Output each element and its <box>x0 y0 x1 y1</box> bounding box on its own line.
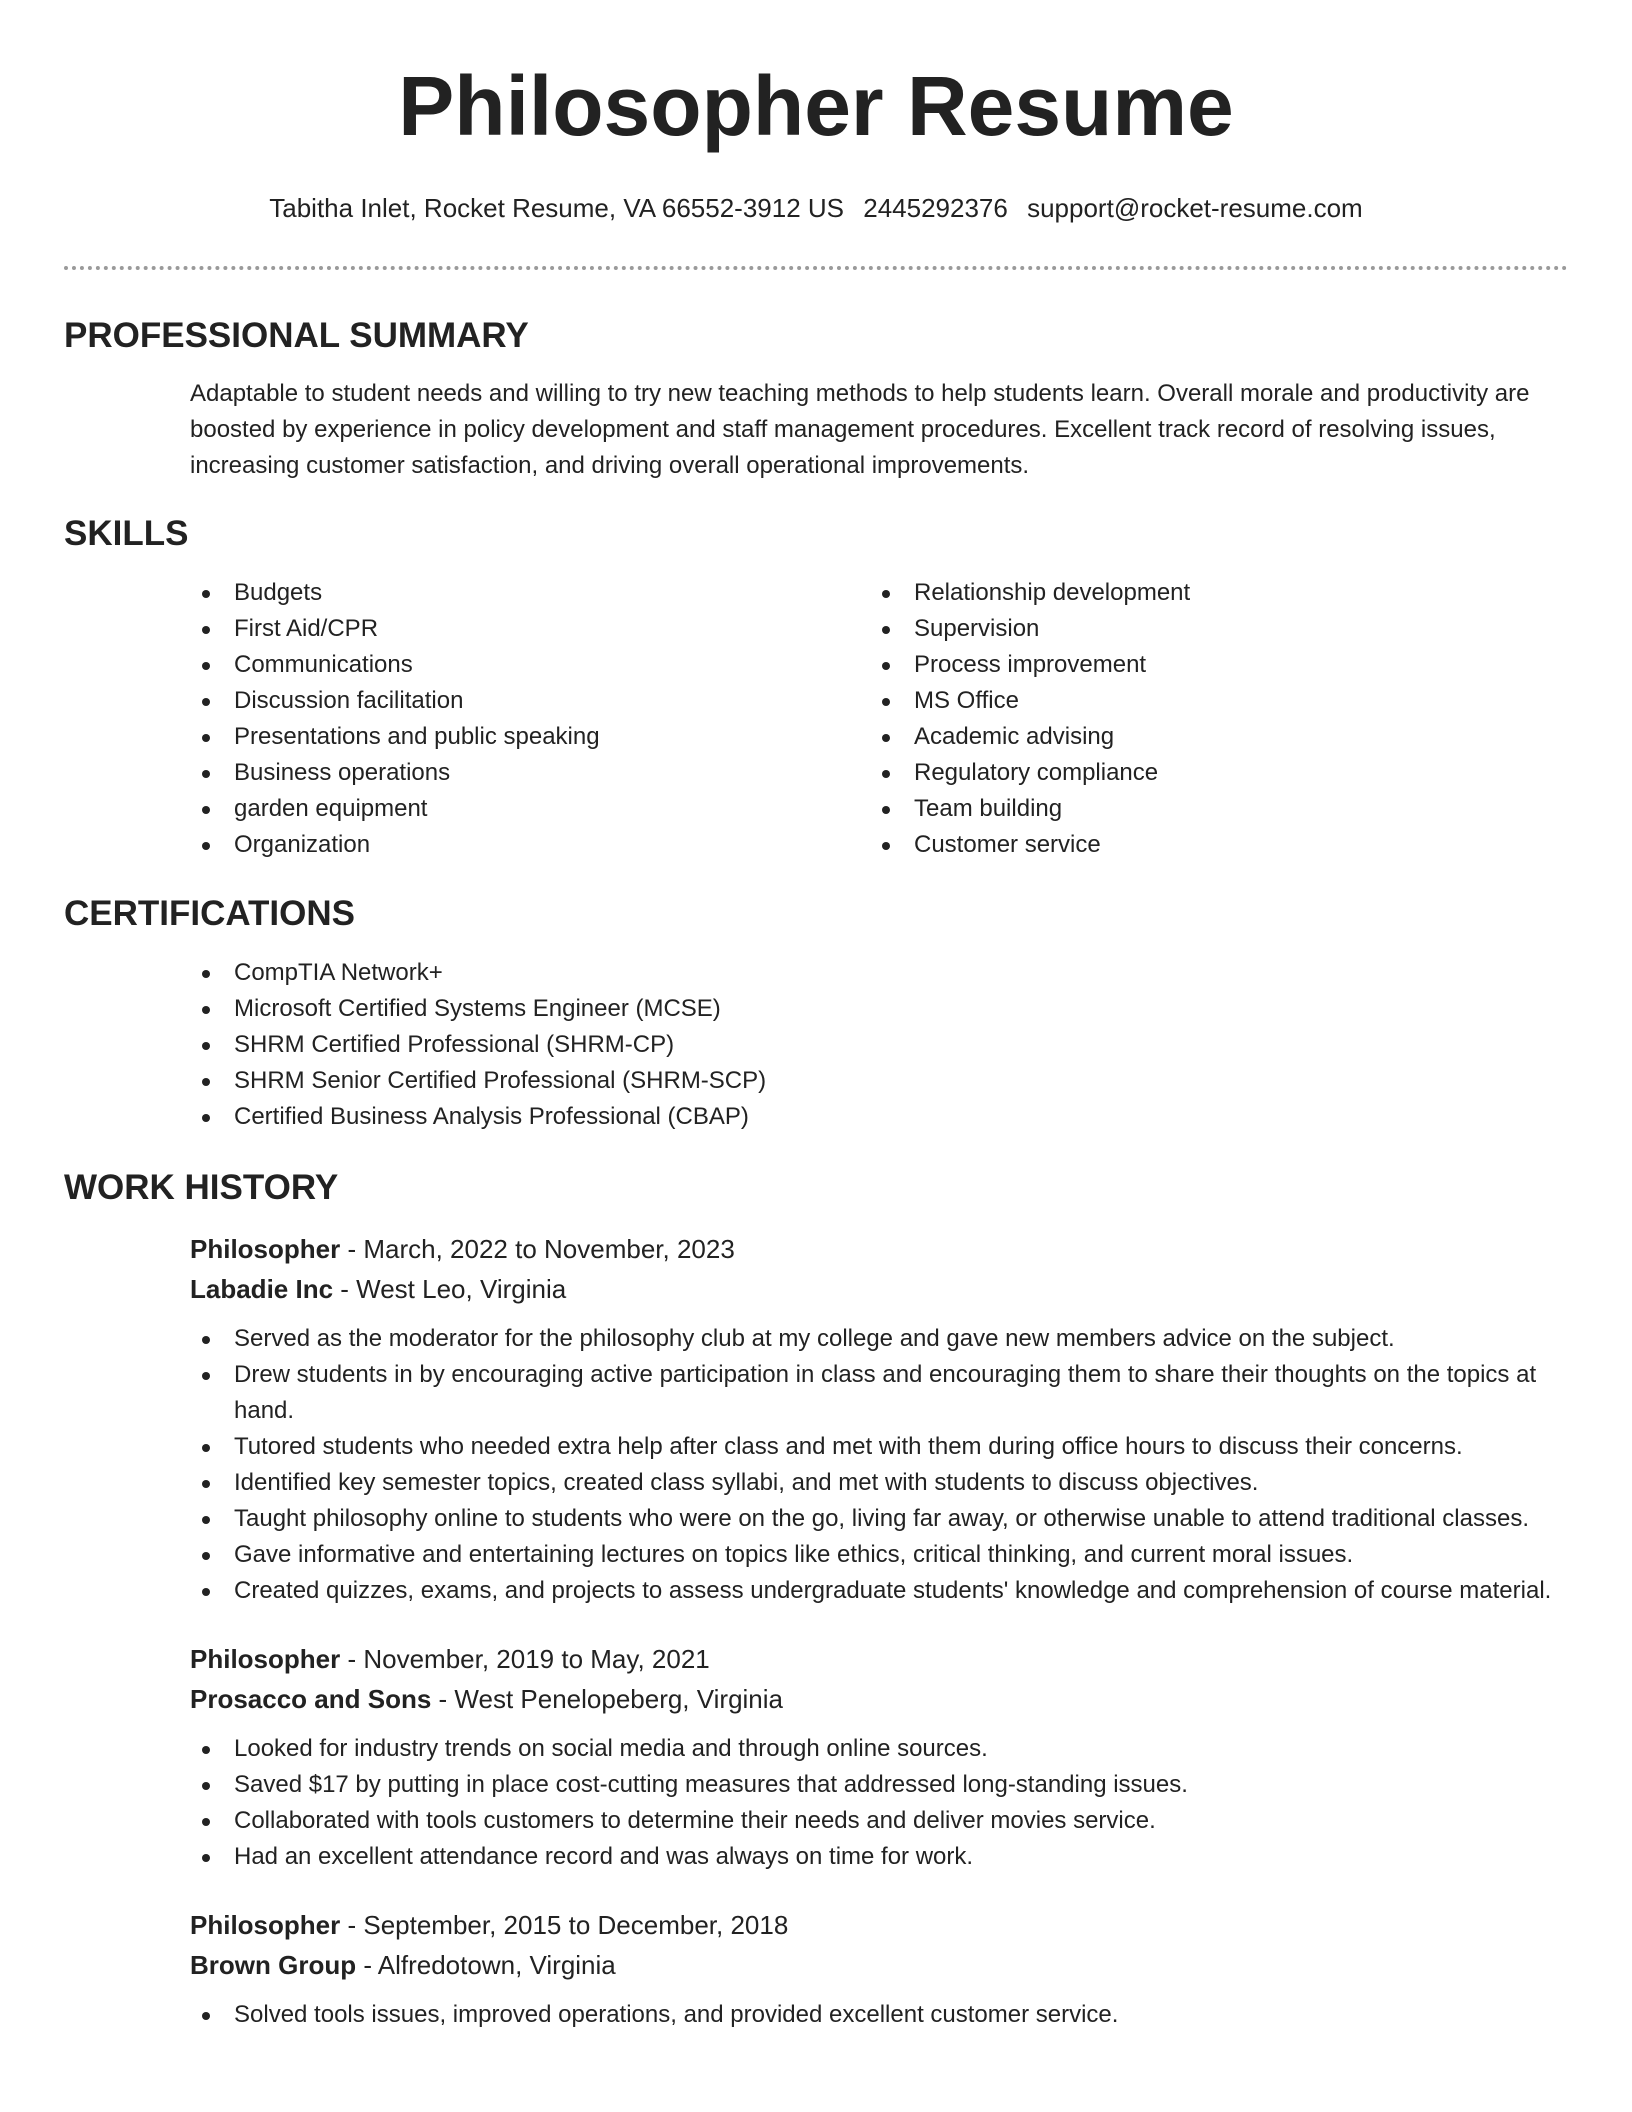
job-entry <box>190 1905 1568 2033</box>
skills-right-column <box>870 575 1550 863</box>
job-title: Philosopher <box>190 1910 341 1940</box>
work-history-heading: WORK HISTORY <box>64 1168 339 1207</box>
job-company: Brown Group <box>190 1950 357 1980</box>
job-location: - West Penelopeberg, Virginia <box>431 1684 783 1714</box>
skill-item: Relationship development <box>870 575 1550 611</box>
job-company: Labadie Inc <box>190 1274 334 1304</box>
contact-phone: 2445292376 <box>863 193 1008 223</box>
skill-item: Team building <box>870 791 1550 827</box>
skill-item: Organization <box>190 827 870 863</box>
skill-item: Discussion facilitation <box>190 683 870 719</box>
skill-item: Customer service <box>870 827 1550 863</box>
job-bullet: Identified key semester topics, created class syllabi, and met with students to discuss objectives. <box>190 1465 1568 1501</box>
job-dates: - March, 2022 to November, 2023 <box>340 1234 735 1264</box>
certification-item: SHRM Senior Certified Professional (SHRM-SCP) <box>190 1063 1568 1099</box>
job-title-line <box>190 1229 1568 1269</box>
certification-item: Microsoft Certified Systems Engineer (MCSE) <box>190 991 1568 1027</box>
job-bullet: Taught philosophy online to students who were on the go, living far away, or otherwise unable to attend traditional classes. <box>190 1501 1568 1537</box>
skill-item: Budgets <box>190 575 870 611</box>
job-company-line <box>190 1269 1568 1309</box>
skill-item: Communications <box>190 647 870 683</box>
skills-left-column <box>190 575 870 863</box>
header-divider <box>64 266 1568 270</box>
job-bullets <box>190 1997 1568 2033</box>
job-dates: - September, 2015 to December, 2018 <box>340 1910 789 1940</box>
job-company-line <box>190 1945 1568 1985</box>
job-title: Philosopher <box>190 1644 341 1674</box>
job-dates: - November, 2019 to May, 2021 <box>340 1644 710 1674</box>
skills-heading: SKILLS <box>64 514 189 553</box>
certifications-heading: CERTIFICATIONS <box>64 894 356 933</box>
job-bullet: Tutored students who needed extra help after class and met with them during office hours to discuss their concerns. <box>190 1429 1568 1465</box>
certification-item: Certified Business Analysis Professional (CBAP) <box>190 1099 1568 1135</box>
skill-item: garden equipment <box>190 791 870 827</box>
job-bullets <box>190 1321 1568 1609</box>
resume-title: Philosopher Resume <box>398 59 1234 153</box>
certification-item: SHRM Certified Professional (SHRM-CP) <box>190 1027 1568 1063</box>
skill-item: First Aid/CPR <box>190 611 870 647</box>
skill-item: Regulatory compliance <box>870 755 1550 791</box>
contact-email[interactable]: support@rocket-resume.com <box>1027 193 1363 223</box>
skill-item: Academic advising <box>870 719 1550 755</box>
skill-item: Process improvement <box>870 647 1550 683</box>
job-location: - Alfredotown, Virginia <box>356 1950 616 1980</box>
job-title-line <box>190 1639 1568 1679</box>
skill-item: Presentations and public speaking <box>190 719 870 755</box>
job-bullet: Solved tools issues, improved operations, and provided excellent customer service. <box>190 1997 1568 2033</box>
job-bullet: Collaborated with tools customers to determine their needs and deliver movies service. <box>190 1803 1568 1839</box>
skill-item: Business operations <box>190 755 870 791</box>
job-entry <box>190 1639 1568 1875</box>
summary-heading: PROFESSIONAL SUMMARY <box>64 316 529 355</box>
job-bullet: Drew students in by encouraging active participation in class and encouraging them to share their thoughts on the topics at hand. <box>190 1357 1568 1429</box>
job-bullet: Saved $17 by putting in place cost-cutting measures that addressed long-standing issues. <box>190 1767 1568 1803</box>
contact-line <box>64 192 1568 224</box>
job-title-line <box>190 1905 1568 1945</box>
skill-item: Supervision <box>870 611 1550 647</box>
job-bullets <box>190 1731 1568 1875</box>
job-bullet: Had an excellent attendance record and was always on time for work. <box>190 1839 1568 1875</box>
job-company: Prosacco and Sons <box>190 1684 432 1714</box>
job-title: Philosopher <box>190 1234 341 1264</box>
certification-item: CompTIA Network+ <box>190 955 1568 991</box>
job-entry <box>190 1229 1568 1609</box>
job-bullet: Created quizzes, exams, and projects to assess undergraduate students' knowledge and comprehension of course material. <box>190 1573 1568 1609</box>
contact-address: Tabitha Inlet, Rocket Resume, VA 66552-3912 US <box>269 193 845 223</box>
certifications-list <box>190 955 1568 1135</box>
skills-grid <box>190 575 1568 863</box>
job-location: - West Leo, Virginia <box>333 1274 567 1304</box>
skill-item: MS Office <box>870 683 1550 719</box>
job-bullet: Gave informative and entertaining lectures on topics like ethics, critical thinking, and current moral issues. <box>190 1537 1568 1573</box>
summary-text: Adaptable to student needs and willing to try new teaching methods to help students learn. Overall morale and productivity are boosted by experience in policy development and staff management procedures. Excellent track record of resolving issues, increasing customer satisfaction, and driving overall operational improvements. <box>190 380 1530 479</box>
job-company-line <box>190 1679 1568 1719</box>
job-bullet: Looked for industry trends on social media and through online sources. <box>190 1731 1568 1767</box>
job-bullet: Served as the moderator for the philosophy club at my college and gave new members advice on the subject. <box>190 1321 1568 1357</box>
